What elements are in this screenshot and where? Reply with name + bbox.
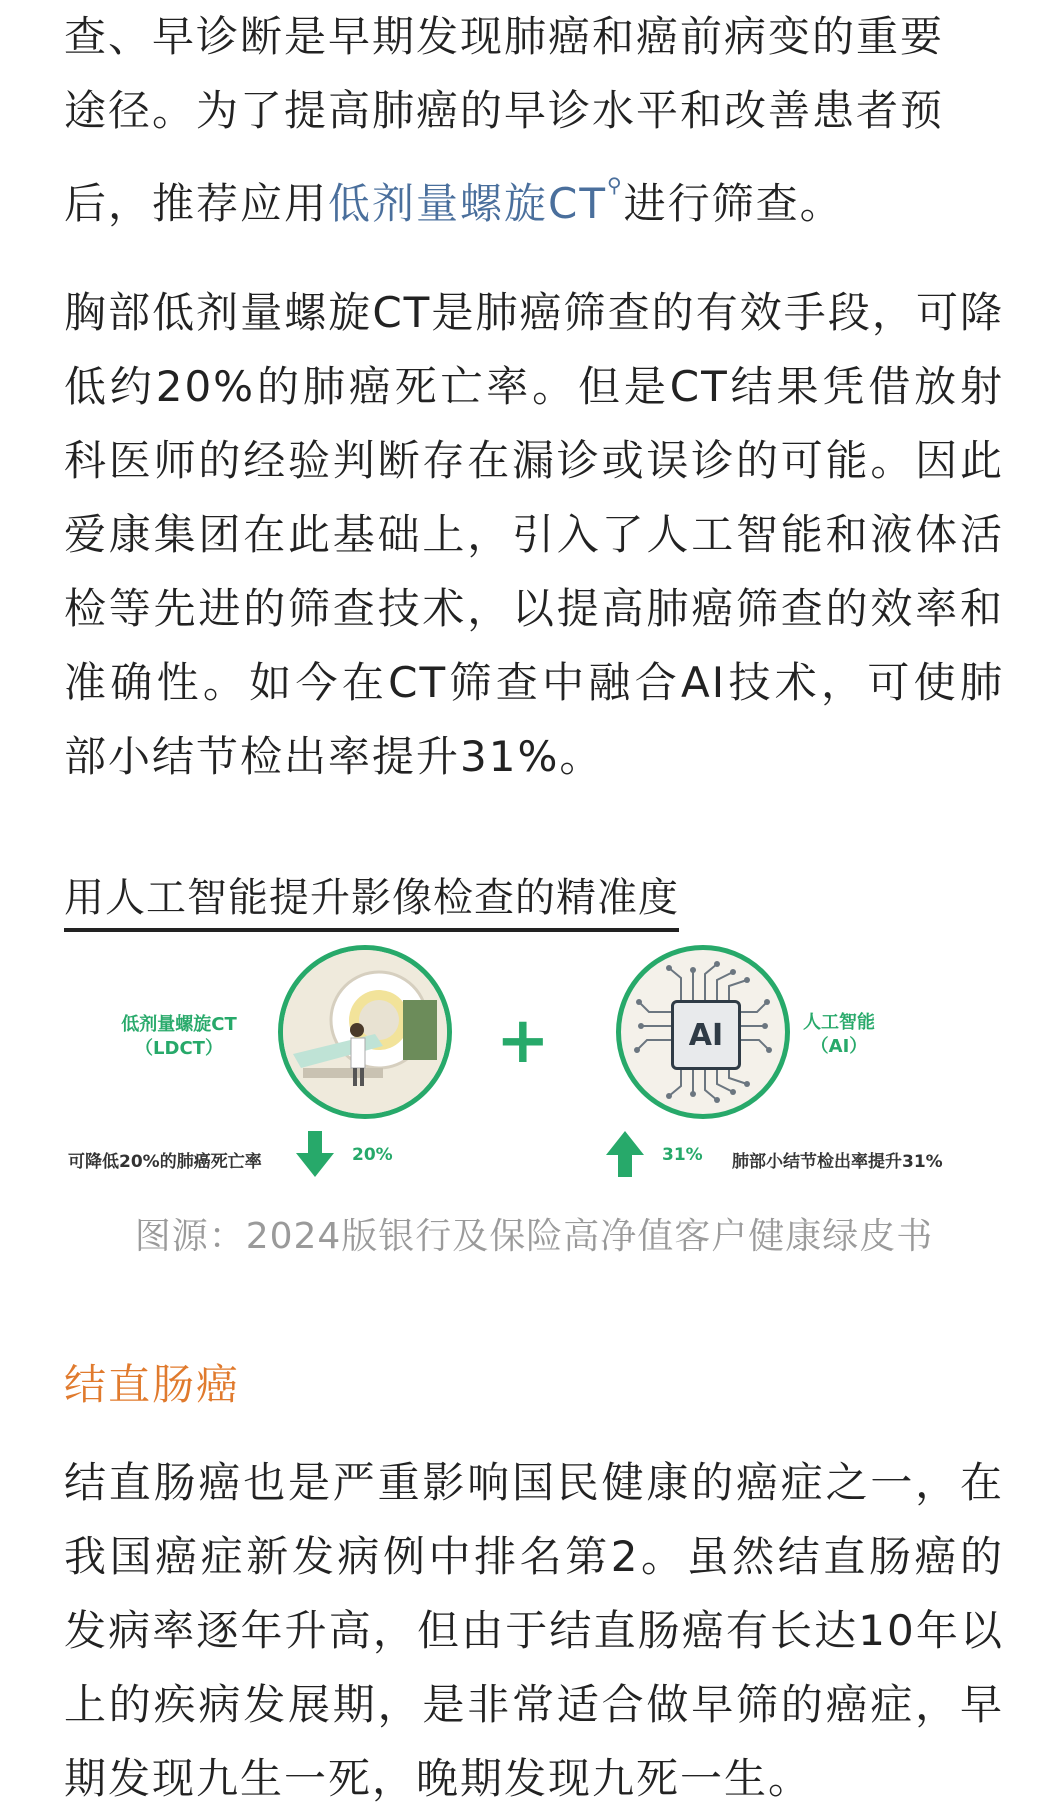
- paragraph-text: 进行筛查。: [623, 179, 844, 228]
- paragraph-ct-ai: [64, 276, 1004, 794]
- ldct-ai-infographic: [64, 945, 1004, 1185]
- subtitle-ai-imaging: 用人工智能提升影像检查的精准度: [64, 870, 679, 932]
- paragraph-lung-screening: [64, 0, 1004, 241]
- image-caption: 图源：2024版银行及保险高净值客户健康绿皮书: [134, 1216, 934, 1257]
- search-icon[interactable]: ⚲: [607, 173, 624, 197]
- paragraph-text: 胸部低剂量螺旋CT是肺癌筛查的有效手段，可降低约20%的肺癌死亡率。但是CT结果凭借放射科医师的经验判断存在漏诊或误诊的可能。因此爱康集团在此基础上，引入了人工智能和液体活检等先进的筛查技术，以提高肺癌筛查的效率和准确性。如今在CT筛查中融合AI技术，可使肺部小结节检出率提升31%。: [64, 288, 1004, 781]
- mortality-reduction-value: 20%: [352, 1145, 393, 1165]
- mortality-reduction-text: 可降低20%的肺癌死亡率: [68, 1152, 262, 1172]
- ldct-label-line1: 低剂量螺旋CT: [121, 1014, 237, 1035]
- ai-chip: AI: [671, 1000, 741, 1070]
- paragraph-line: [64, 148, 1004, 241]
- detection-increase-text: 肺部小结节检出率提升31%: [732, 1152, 943, 1172]
- ldct-label: [104, 1013, 254, 1061]
- plus-icon: +: [496, 1004, 550, 1078]
- ldct-label-line2: （LDCT）: [135, 1038, 223, 1059]
- paragraph-line: 查、早诊断是早期发现肺癌和癌前病变的重要: [64, 12, 945, 61]
- arrow-down-icon: [296, 1131, 334, 1177]
- ct-scanner-icon: [283, 950, 447, 1114]
- paragraph-text: 结直肠癌也是严重影响国民健康的癌症之一，在我国癌症新发病例中排名第2。虽然结直肠癌的发病率逐年升高，但由于结直肠癌有长达10年以上的疾病发展期，是非常适合做早筛的癌症，早期发现九生一死，晚期发现九死一生。: [64, 1458, 1004, 1803]
- ldct-search-link[interactable]: 低剂量螺旋CT: [328, 179, 607, 228]
- ai-label: [774, 1011, 904, 1059]
- paragraph-text: 后，推荐应用: [64, 179, 329, 228]
- ai-label-line2: （AI）: [810, 1036, 868, 1057]
- detection-increase-value: 31%: [662, 1145, 703, 1165]
- arrow-up-icon: [606, 1131, 644, 1177]
- paragraph-colorectal: [64, 1446, 1004, 1816]
- ai-chip-illustration: [616, 945, 790, 1119]
- section-heading-colorectal: 结直肠癌: [64, 1360, 241, 1409]
- ct-scanner-illustration: [278, 945, 452, 1119]
- paragraph-line: 途径。为了提高肺癌的早诊水平和改善患者预: [64, 86, 945, 135]
- ai-label-line1: 人工智能: [803, 1012, 875, 1033]
